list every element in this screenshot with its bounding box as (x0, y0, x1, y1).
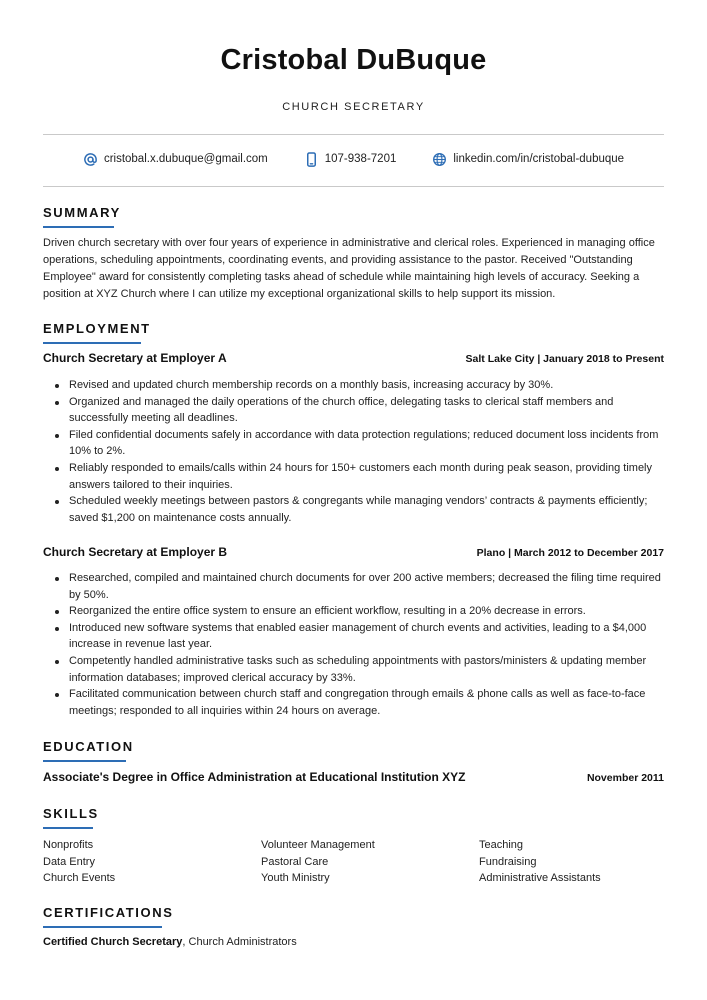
list-item: Reorganized the entire office system to ensure an efficient workflow, resulting in a 20% decrease in errors. (69, 603, 664, 620)
certification-item (43, 936, 297, 948)
heading-underline (43, 926, 162, 928)
contact-linkedin[interactable] (432, 150, 624, 168)
degree-date: November 2011 (586, 772, 664, 784)
job-header (43, 351, 664, 365)
job-title-a: Church Secretary at Employer A (43, 351, 227, 365)
certifications-heading: CERTIFICATIONS (43, 905, 174, 920)
job-b-bullets (43, 570, 664, 719)
skills-grid (43, 837, 664, 887)
skills-heading: SKILLS (43, 806, 99, 821)
employment-heading: EMPLOYMENT (43, 321, 151, 336)
certification-issuer: , Church Administrators (182, 936, 297, 948)
list-item: Researched, compiled and maintained church documents for over 200 active members; decreased the filing time required by 50%. (69, 570, 664, 603)
education-row (43, 770, 664, 784)
phone-text: 107-938-7201 (324, 153, 397, 165)
heading-underline (43, 342, 141, 344)
list-item: Facilitated communication between church staff and congregation through emails & phone calls as well as face-to-face meetings; responded to all inquiries within 24 hours on average. (69, 686, 664, 719)
education-heading: EDUCATION (43, 739, 134, 754)
linkedin-text: linkedin.com/in/cristobal-dubuque (453, 153, 625, 165)
globe-icon (432, 152, 447, 167)
list-item: Introduced new software systems that enabled easier management of church events and activities, leading to a $4,000 increase in revenue last year. (69, 620, 664, 653)
skill-item: Teaching (479, 839, 524, 851)
skill-item: Pastoral Care (261, 855, 329, 868)
list-item: Organized and managed the daily operations of the church office, delegating tasks to clerical staff members and successfully meeting all deadlines. (69, 394, 664, 427)
email-text: cristobal.x.dubuque@gmail.com (103, 153, 268, 165)
certification-name: Certified Church Secretary (43, 936, 183, 948)
skill-item: Administrative Assistants (479, 872, 601, 885)
at-sign-icon (83, 152, 98, 167)
summary-text: Driven church secretary with over four years of experience in administrative and clerical roles. Experienced in managing office operations, scheduling appointments, coordinating events, and providing assistance to the pastor. Received "Outstanding Employee" award for consistently completing tasks ahead of schedule while maintaining high levels of accuracy. Seeking a position at XYZ Church where I can utilize my exceptional organizational skills to help support its mission. (43, 237, 655, 300)
divider (43, 134, 664, 135)
skills-column (479, 837, 664, 887)
mobile-phone-icon (304, 152, 319, 167)
skills-column (261, 837, 479, 887)
job-meta-b: Plano | March 2012 to December 2017 (476, 547, 664, 559)
job-a-bullets (43, 377, 664, 526)
contact-bar (43, 150, 664, 168)
heading-underline (43, 760, 126, 762)
job-title: CHURCH SECRETARY (282, 101, 425, 113)
skill-item: Youth Ministry (261, 872, 330, 885)
list-item: Filed confidential documents safely in accordance with data protection regulations; reduced document loss incidents from 10% to 2%. (69, 427, 664, 460)
summary-heading: SUMMARY (43, 205, 121, 220)
contact-phone[interactable] (304, 150, 397, 168)
list-item: Reliably responded to emails/calls within 24 hours for 150+ customers each month during peak season, providing timely answers tailored to their inquiries. (69, 460, 664, 493)
divider (43, 186, 664, 187)
candidate-name: Cristobal DuBuque (220, 44, 487, 76)
contact-email[interactable] (83, 150, 268, 168)
skill-item: Data Entry (43, 855, 95, 868)
list-item: Scheduled weekly meetings between pastors & congregants while managing vendors’ contracts & payments efficiently; saved $1,200 on maintenance costs annually. (69, 493, 664, 526)
list-item: Competently handled administrative tasks such as scheduling appointments with pastors/ministers & updating member information databases; improved clerical accuracy by 33%. (69, 653, 664, 686)
skill-item: Volunteer Management (261, 839, 375, 851)
skill-item: Church Events (43, 872, 116, 885)
skill-item: Nonprofits (43, 839, 94, 851)
skills-column (43, 837, 261, 887)
heading-underline (43, 827, 93, 829)
heading-underline (43, 226, 114, 228)
job-meta-a: Salt Lake City | January 2018 to Present (465, 353, 664, 365)
job-title-b: Church Secretary at Employer B (43, 545, 228, 559)
skill-item: Fundraising (479, 855, 537, 868)
list-item: Revised and updated church membership records on a monthly basis, increasing accuracy by 30%. (69, 377, 664, 394)
degree-text: Associate's Degree in Office Administration at Educational Institution XYZ (43, 770, 466, 784)
job-header (43, 545, 664, 559)
